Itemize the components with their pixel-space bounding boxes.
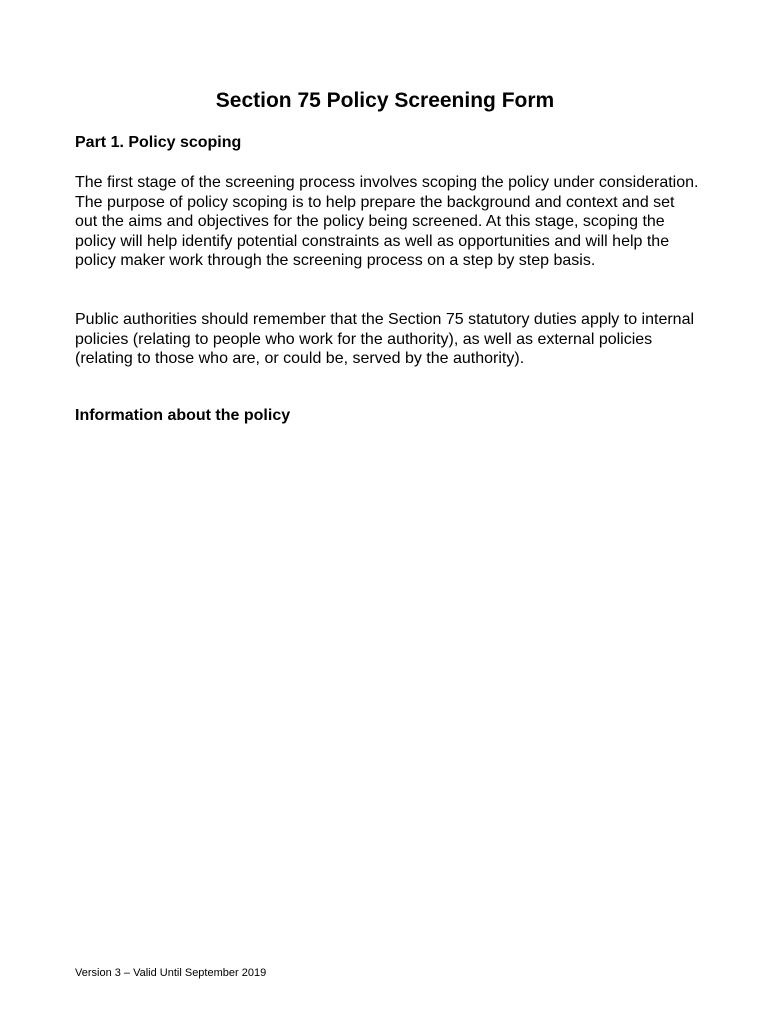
scoping-paragraph: The first stage of the screening process involves scoping the policy under consideration. The purpose of policy scoping is to help prepare the background and context and set out the aims and objectives for the policy being screened. At this stage, scoping the policy will help identify potential constraints as well as opportunities and will help the policy maker work through the screening process on a step by step basis. [75,174,699,270]
version-footer: Version 3 – Valid Until September 2019 [75,967,267,979]
information-heading: Information about the policy [75,407,291,424]
part-1-heading: Part 1. Policy scoping [75,134,242,151]
statutory-duties-paragraph: Public authorities should remember that the Section 75 statutory duties apply to internal policies (relating to people who work for the authority), as well as external policies (relating to those who are, or could be, served by the authority). [75,311,695,368]
document-title: Section 75 Policy Screening Form [215,89,555,112]
